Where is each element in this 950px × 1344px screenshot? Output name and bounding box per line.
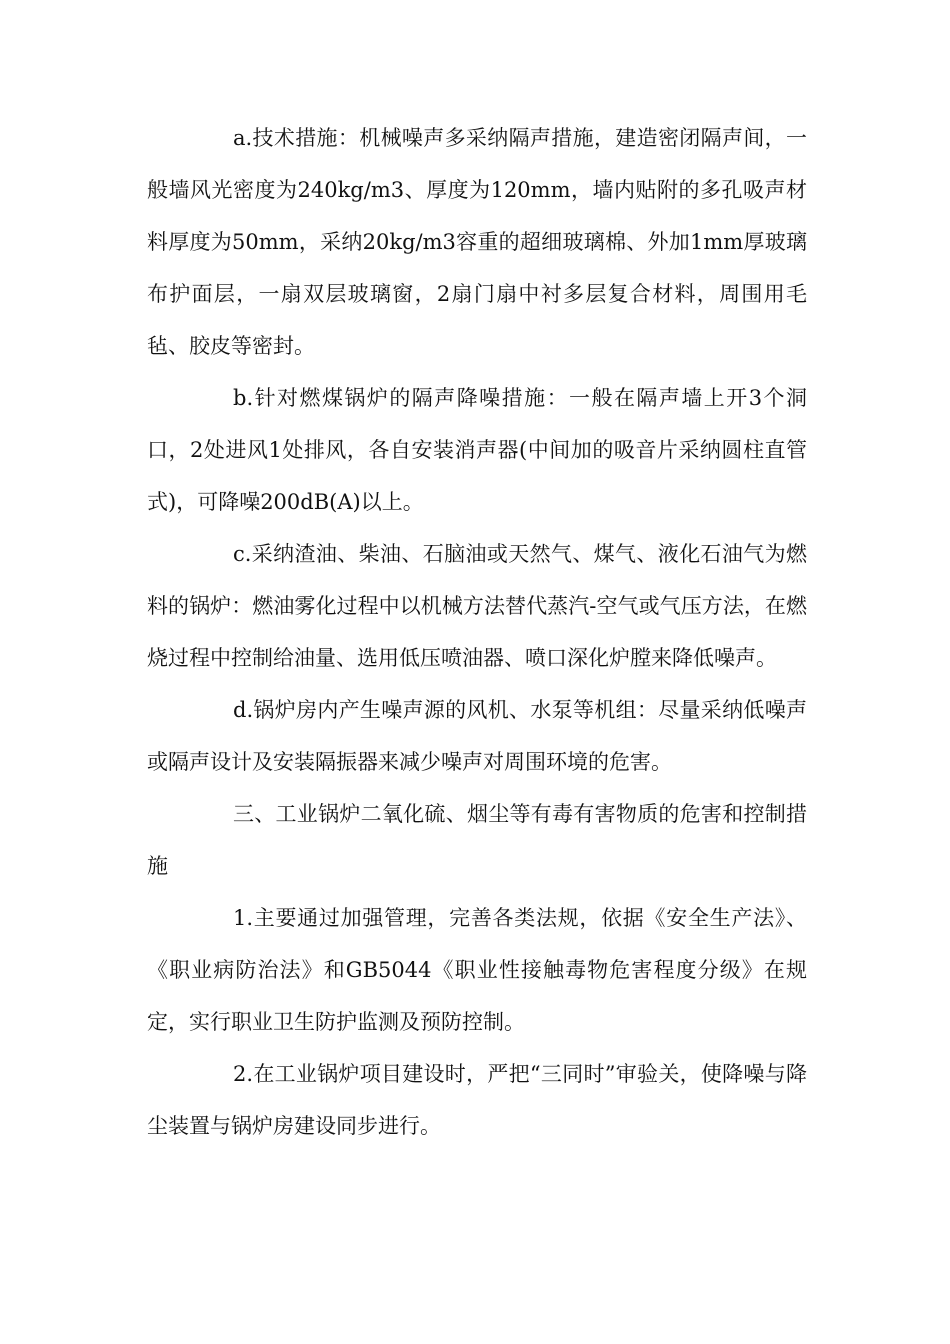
paragraph-management-regulations: 1.主要通过加强管理，完善各类法规，依据《安全生产法》、《职业病防治法》和GB5044《职业性接触毒物危害程度分级》在规定，实行职业卫生防护监测及预防控制。: [147, 906, 807, 1034]
paragraph-oil-gas-boiler-measures: c.采纳渣油、柴油、石脑油或天然气、煤气、液化石油气为燃料的锅炉：燃油雾化过程中以机械方法替代蒸汽-空气或气压方法，在燃烧过程中控制给油量、选用低压喷油器、喷口深化炉膛来降低噪声。: [147, 542, 807, 670]
paragraph-coal-boiler-measures: b.针对燃煤锅炉的隔声降噪措施：一般在隔声墙上开3个洞口，2处进风1处排风，各自安装消声器(中间加的吸音片采纳圆柱直管式)，可降噪200dB(A)以上。: [147, 386, 807, 514]
paragraph-technical-measures: a.技术措施：机械噪声多采纳隔声措施，建造密闭隔声间，一般墙风光密度为240kg/m3、厚度为120mm，墙内贴附的多孔吸声材料厚度为50mm，采纳20kg/m3容重的超细玻璃棉、外加1mm厚玻璃布护面层，一扇双层玻璃窗，2扇门扇中衬多层复合材料，周围用毛毡、胶皮等密封。: [147, 126, 807, 358]
section-heading-hazards: 三、工业锅炉二氧化硫、烟尘等有毒有害物质的危害和控制措施: [147, 802, 807, 878]
paragraph-three-simultaneous: 2.在工业锅炉项目建设时，严把“三同时”审验关，使降噪与降尘装置与锅炉房建设同步进行。: [147, 1062, 807, 1138]
paragraph-fan-pump-measures: d.锅炉房内产生噪声源的风机、水泵等机组：尽量采纳低噪声或隔声设计及安装隔振器来减少噪声对周围环境的危害。: [147, 698, 807, 774]
document-body: [147, 112, 807, 1152]
